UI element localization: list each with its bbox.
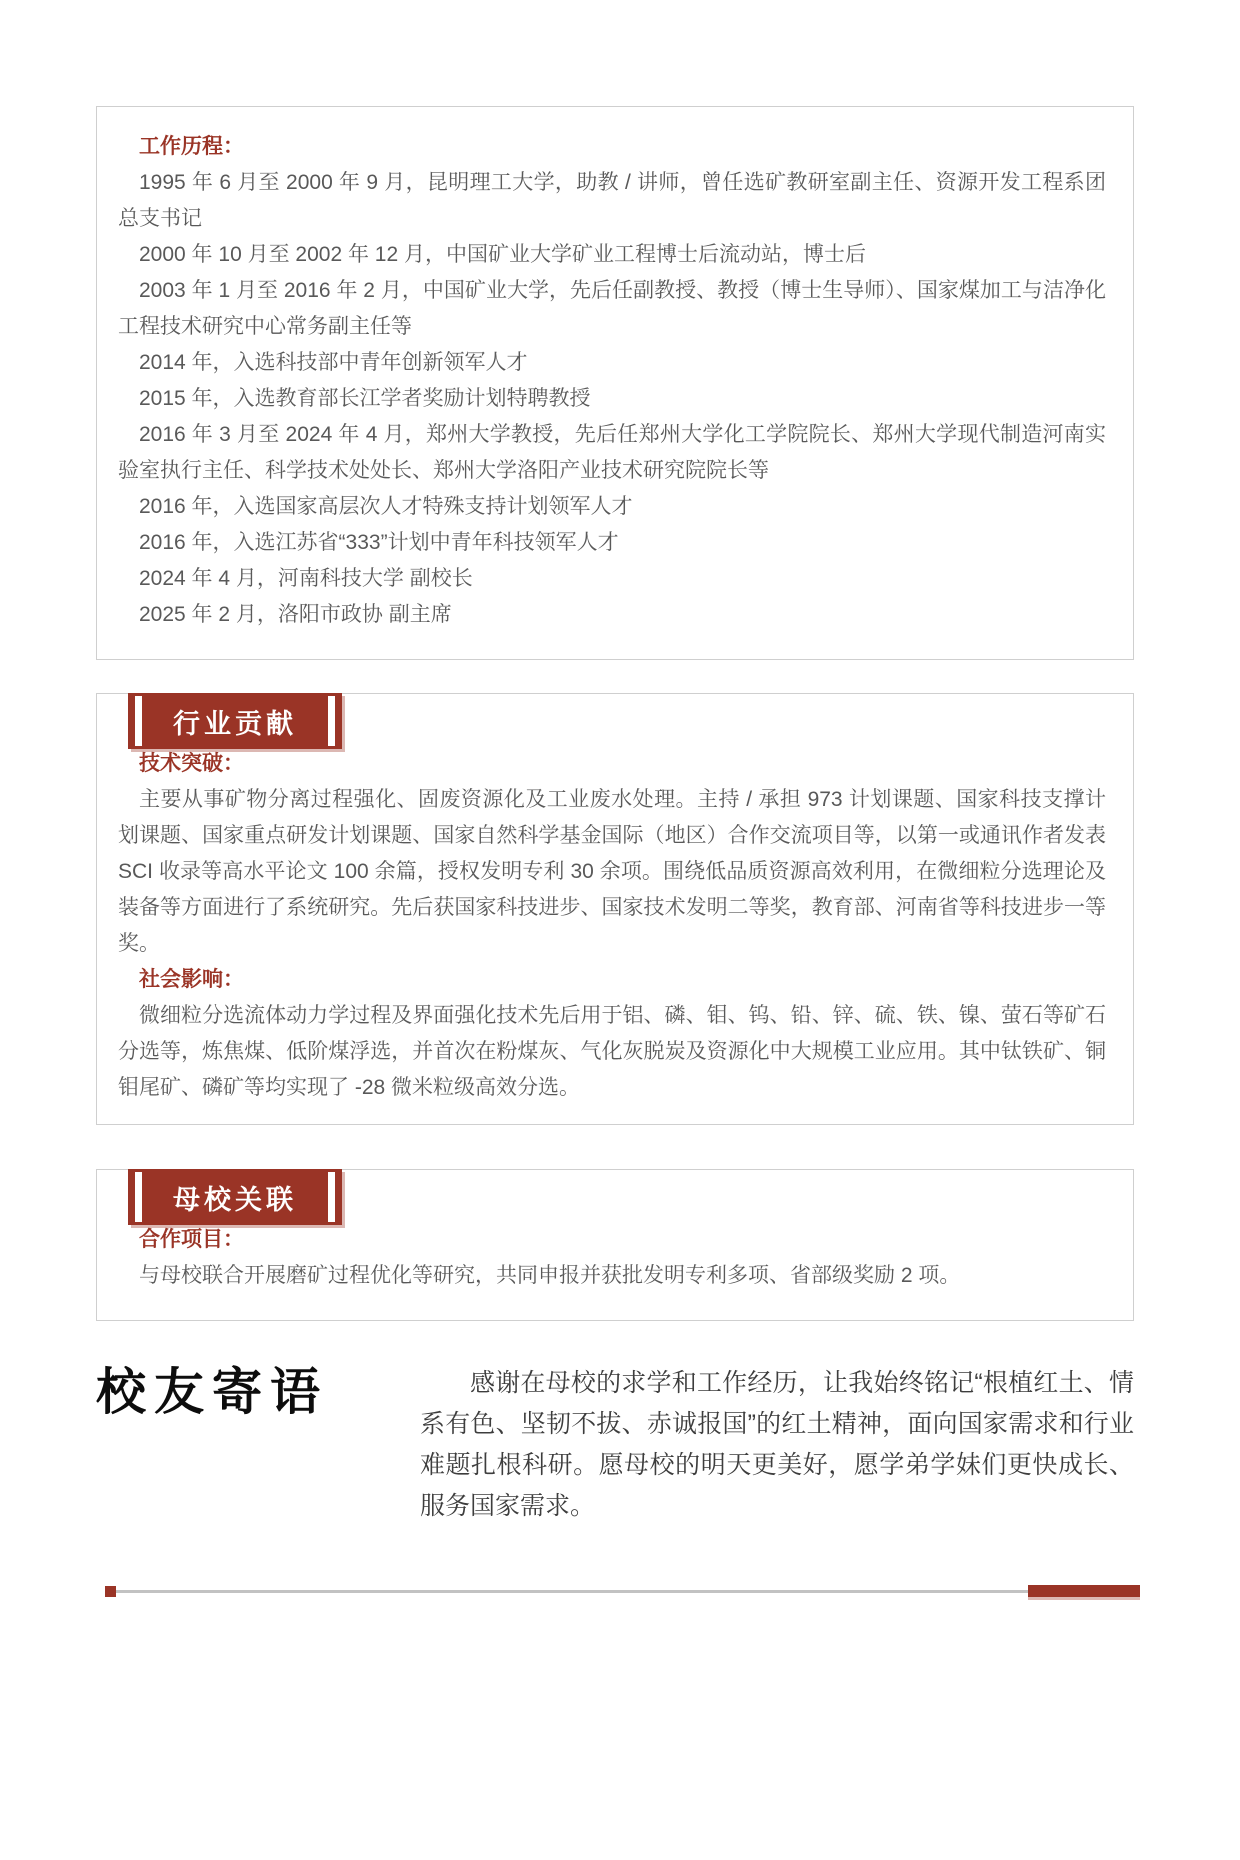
work-history-item: 2014 年，入选科技部中青年创新领军人才: [139, 351, 528, 374]
tech-breakthrough-heading: 技术突破：: [139, 752, 244, 775]
work-history-item: 2016 年，入选国家高层次人才特殊支持计划领军人才: [139, 495, 633, 518]
work-history-item: 2016 年，入选江苏省“333”计划中青年科技领军人才: [139, 531, 619, 554]
work-history-item: 2003 年 1 月至 2016 年 2 月，中国矿业大学，先后任副教授、教授（博士生导师）、国家煤加工与洁净化工程技术研究中心常务副主任等: [118, 279, 1106, 338]
cooperation-project-heading: 合作项目：: [139, 1228, 244, 1251]
industry-contribution-section: [96, 693, 1134, 1125]
work-history-item: 2024 年 4 月，河南科技大学 副校长: [139, 567, 473, 590]
social-impact-heading: 社会影响：: [139, 968, 244, 991]
alumni-message-section: [96, 1363, 1136, 1527]
alma-mater-badge-label: 母校关联: [173, 1184, 297, 1215]
cooperation-project-text: 与母校联合开展磨矿过程优化等研究，共同申报并获批发明专利多项、省部级奖励 2 项。: [139, 1264, 961, 1287]
alumni-message-text: 感谢在母校的求学和工作经历，让我始终铭记“根植红土、情系有色、坚韧不拔、赤诚报国”的红土精神，面向国家需求和行业难题扎根科研。愿母校的明天更美好，愿学弟学妹们更快成长、服务国家需求。: [420, 1369, 1134, 1520]
industry-contribution-panel: [96, 693, 1134, 1125]
work-history-heading: 工作历程：: [139, 135, 244, 158]
work-history-item: 2015 年，入选教育部长江学者奖励计划特聘教授: [139, 387, 591, 410]
footer-rule: [105, 1585, 1140, 1597]
industry-contribution-badge: [128, 693, 342, 749]
footer-divider-line: [116, 1590, 1028, 1593]
page-content: [96, 106, 1134, 1321]
alma-mater-badge: [128, 1169, 342, 1225]
social-impact-text: 微细粒分选流体动力学过程及界面强化技术先后用于铝、磷、钼、钨、铅、锌、硫、铁、镍、萤石等矿石分选等，炼焦煤、低阶煤浮选，并首次在粉煤灰、气化灰脱炭及资源化中大规模工业应用。其中钛铁矿、铜钼尾矿、磷矿等均实现了 -28 微米粒级高效分选。: [118, 1004, 1106, 1099]
work-history-item: 2000 年 10 月至 2002 年 12 月，中国矿业大学矿业工程博士后流动站，博士后: [139, 243, 866, 266]
footer-right-bar: [1028, 1585, 1140, 1597]
work-history-item: 2025 年 2 月，洛阳市政协 副主席: [139, 603, 452, 626]
tech-breakthrough-text: 主要从事矿物分离过程强化、固废资源化及工业废水处理。主持 / 承担 973 计划课题、国家科技支撑计划课题、国家重点研发计划课题、国家自然科学基金国际（地区）合作交流项目等，以第一或通讯作者发表 SCI 收录等高水平论文 100 余篇，授权发明专利 30 余项。围绕低品质资源高效利用，在微细粒分选理论及装备等方面进行了系统研究。先后获国家科技进步、国家技术发明二等奖，教育部、河南省等科技进步一等奖。: [118, 788, 1106, 955]
footer-left-square: [105, 1586, 116, 1597]
work-history-item: 1995 年 6 月至 2000 年 9 月，昆明理工大学，助教 / 讲师，曾任选矿教研室副主任、资源开发工程系团总支书记: [118, 171, 1106, 230]
alma-mater-section: [96, 1169, 1134, 1321]
industry-contribution-badge-label: 行业贡献: [173, 708, 297, 739]
work-history-item: 2016 年 3 月至 2024 年 4 月，郑州大学教授，先后任郑州大学化工学院院长、郑州大学现代制造河南实验室执行主任、科学技术处处长、郑州大学洛阳产业技术研究院院长等: [118, 423, 1106, 482]
alumni-message-title: 校友寄语: [96, 1364, 328, 1420]
work-history-panel: [96, 106, 1134, 660]
